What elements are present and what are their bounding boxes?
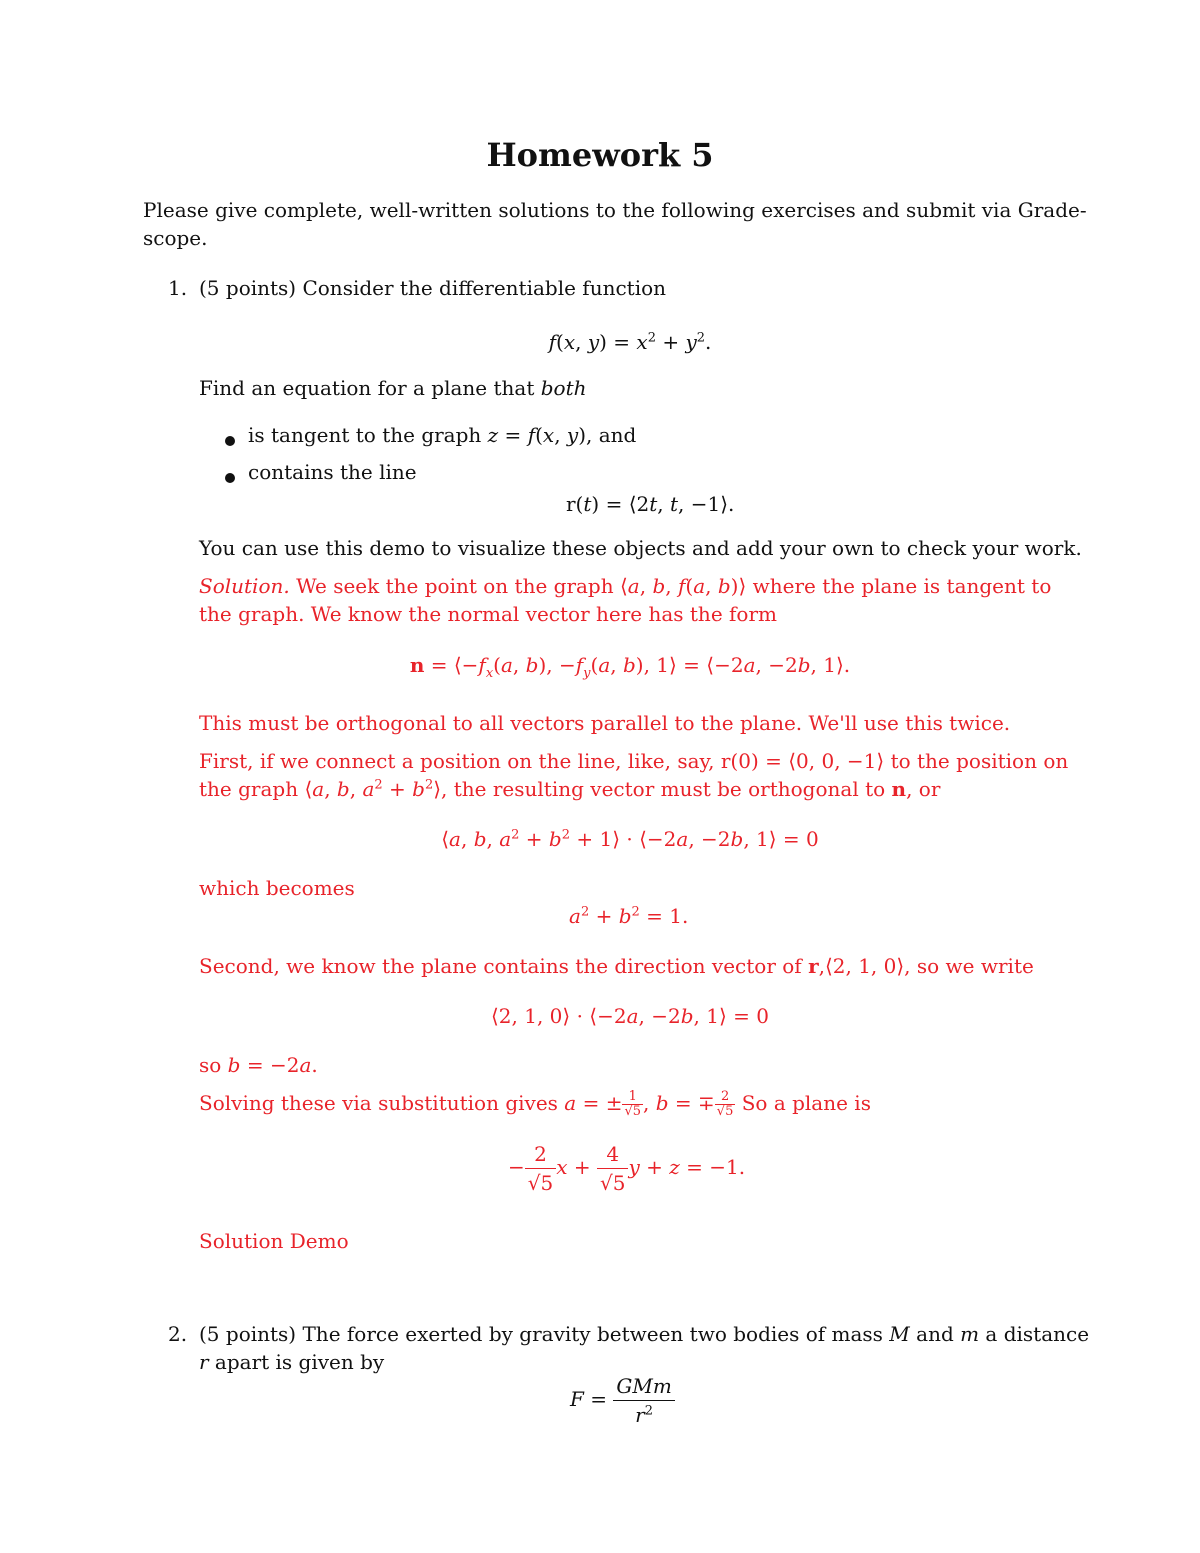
solution-line-5: the graph ⟨a, b, $a^2$ + $b^2⟩$, the resulting vector must be orthogonal to n, or bbox=[199, 777, 941, 801]
problem-1-find bbox=[199, 374, 586, 402]
solution-line-8: so b = −2a. bbox=[199, 1053, 318, 1077]
page-title: Homework 5 bbox=[486, 136, 714, 174]
solution-demo-link[interactable]: Solution Demo bbox=[199, 1229, 349, 1253]
bullet-icon bbox=[225, 431, 235, 450]
bullet-1-text: is tangent to the graph z = f(x, y), and bbox=[248, 423, 637, 447]
equation-normal: $n = ⟨-f_x(a$, b), $-f_y(a$, b), 1⟩ = ⟨−2a, −2b, 1⟩. bbox=[409, 653, 851, 681]
solution-line-7: Second, we know the plane contains the direction vector of r,⟨2, 1, 0⟩, so we write bbox=[199, 954, 1034, 978]
intro-line-1: Please give complete, well-written solutions to the following exercises and submit via Grade- bbox=[143, 198, 1087, 222]
problem-1-header: (5 points) Consider the differentiable function bbox=[199, 276, 667, 300]
solution-label: Solution. bbox=[199, 574, 290, 598]
equation-plane: − $\frac{2}{√5}$ x + $\frac{4}{√5}$ y + z = −1. bbox=[508, 1142, 746, 1195]
find-text: Find an equation for a plane that bbox=[199, 376, 541, 400]
equation-r: r(t) = ⟨2t, t, −1⟩. bbox=[566, 492, 735, 516]
find-emphasis: both bbox=[540, 376, 587, 400]
demo-note: You can use this demo to visualize these objects and add your own to check your work. bbox=[199, 536, 1082, 560]
problem-2-line-2: r apart is given by bbox=[199, 1350, 385, 1374]
intro-line-2: scope. bbox=[143, 226, 208, 250]
solution-line-2: the graph. We know the normal vector here has the form bbox=[199, 602, 777, 626]
solution-line-6: which becomes bbox=[199, 876, 355, 900]
solution-line-9: Solving these via substitution gives a = ± $\frac{1}{√5}$ , b = ∓ $\frac{2}{√5}$ So a plane is bbox=[199, 1089, 871, 1119]
equation-gravity: F = $\frac{\text{GMm}}{r^2}$ bbox=[570, 1372, 675, 1429]
equation-f: f(x, $y) = x^2 + y^2$. bbox=[548, 330, 712, 354]
solution-line-1: Solution. We seek the point on the graph ⟨a, b, f(a, b)⟩ where the plane is tangent to bbox=[199, 574, 1052, 598]
problem-2-line-1: (5 points) The force exerted by gravity between two bodies of mass M and m a distance bbox=[199, 1322, 1090, 1346]
bullet-2-text: contains the line bbox=[248, 460, 417, 484]
equation-circle: $a^2 + b^2 = 1$. bbox=[569, 904, 689, 928]
solution-line-3: This must be orthogonal to all vectors parallel to the plane. We'll use this twice. bbox=[199, 711, 1011, 735]
bullet-icon bbox=[225, 468, 235, 487]
equation-dot-2: ⟨2, 1, 0⟩ · ⟨−2a, −2b, 1⟩ = 0 bbox=[491, 1004, 769, 1028]
equation-dot-1: ⟨a, b, $a^2 + b^2$ + 1⟩ · ⟨−2a, −2b, 1⟩ = 0 bbox=[441, 827, 819, 851]
problem-2-number: 2. bbox=[168, 1322, 188, 1346]
problem-1-number: 1. bbox=[168, 276, 188, 300]
solution-line-4: First, if we connect a position on the line, like, say, r(0) = ⟨0, 0, −1⟩ to the position on bbox=[199, 749, 1069, 773]
